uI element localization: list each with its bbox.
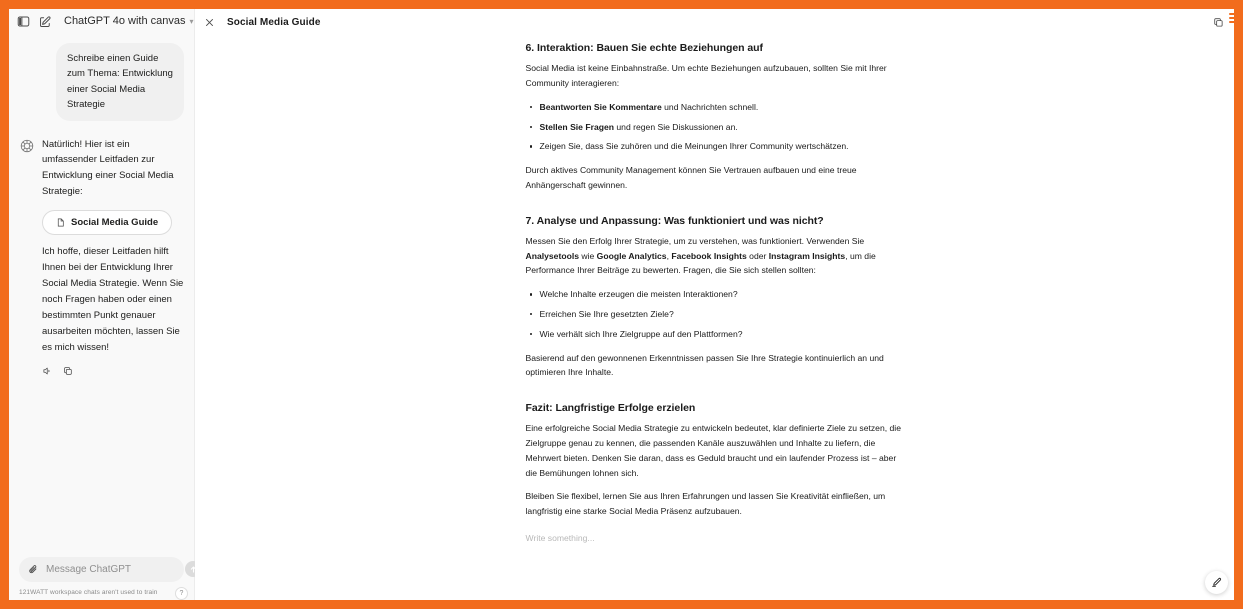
section-paragraph: Basierend auf den gewonnenen Erkenntnissen passen Sie Ihre Strategie kontinuierlich an und optimieren Ihre Inhalte. <box>525 352 884 378</box>
bullet-item: Stellen Sie Fragen und regen Sie Diskussionen an. <box>526 120 904 135</box>
bullet-item: Erreichen Sie Ihre gesetzten Ziele? <box>526 307 904 322</box>
section-paragraph: Social Media ist keine Einbahnstraße. Um echte Beziehungen aufzubauen, sollten Sie mit Ihrer Community interagieren: <box>525 63 887 88</box>
assistant-intro-text: Natürlich! Hier ist ein umfassender Leitfaden zur Entwicklung einer Social Media Strategie: <box>42 138 174 198</box>
help-button[interactable]: ? <box>175 587 188 600</box>
document-icon <box>56 218 65 227</box>
section-paragraph: Durch aktives Community Management können Sie Vertrauen aufbauen und eine treue Anhängerschaft gewinnen. <box>525 165 857 190</box>
user-message-row <box>19 43 184 121</box>
section-paragraph: Messen Sie den Erfolg Ihrer Strategie, um zu verstehen, was funktioniert. Verwenden Sie Analysetools wie Google Analytics, Facebook Insights oder Instagram Insights, um die Performance Ihrer Beiträge zu bewerten. Fragen, die Sie sich stellen sollten: <box>525 235 876 276</box>
section-spacer <box>526 389 904 401</box>
close-icon[interactable] <box>204 17 215 28</box>
canvas-panel <box>195 9 1234 600</box>
editor-placeholder[interactable]: Write something... <box>525 532 595 543</box>
chat-sidebar <box>9 9 195 600</box>
app-inner <box>9 9 1234 600</box>
section-spacer <box>526 202 904 214</box>
composer-container <box>9 557 194 585</box>
paperclip-icon[interactable] <box>28 564 39 575</box>
section-paragraph: Bleiben Sie flexibel, lernen Sie aus Ihren Erfahrungen und lassen Sie Kreativität einfließen, um langfristig eine starke Social Media Präsenz aufzubauen. <box>525 491 886 517</box>
model-selector-label: ChatGPT 4o with canvas <box>64 15 186 27</box>
section-heading: 6. Interaktion: Bauen Sie echte Beziehungen auf <box>525 42 763 54</box>
read-aloud-icon[interactable] <box>42 366 52 376</box>
model-selector[interactable] <box>64 15 193 27</box>
assistant-outro-text: Ich hoffe, dieser Leitfaden hilft Ihnen bei der Entwicklung Ihrer Social Media Strategie. Wenn Sie noch Fragen haben oder einen bestimmten Punkt genauer ausarbeiten möchten, lassen Sie es mich wissen! <box>42 246 184 354</box>
bullet-item: Wie verhält sich Ihre Zielgruppe auf den Plattformen? <box>526 327 904 342</box>
section-bullet-list <box>526 100 904 154</box>
sidebar-topbar <box>9 9 194 33</box>
assistant-message-body <box>42 137 184 376</box>
section-paragraph: Eine erfolgreiche Social Media Strategie zu entwickeln bedeutet, klar definierte Ziele zu setzen, die Zielgruppe genau zu kennen, die passenden Kanäle auszuwählen und Inhalte zu liefern, die Mehrwert bieten. Denken Sie daran, dass es Geduld braucht und ein laufender Prozess ist – aber die Bemühungen lohnen sich. <box>525 423 901 478</box>
message-input[interactable] <box>46 564 178 575</box>
section-heading: 7. Analyse und Anpassung: Was funktioniert und was nicht? <box>525 214 824 227</box>
message-composer[interactable] <box>19 557 184 582</box>
sidebar-footer <box>9 585 194 600</box>
user-message-bubble: Schreibe einen Guide zum Thema: Entwicklung einer Social Media Strategie <box>56 43 184 121</box>
canvas-title: Social Media Guide <box>227 16 321 28</box>
section-bullet-list <box>526 287 904 341</box>
hamburger-menu-icon[interactable] <box>1229 10 1243 26</box>
copy-icon[interactable] <box>63 366 73 376</box>
canvas-topbar-actions <box>1213 17 1224 28</box>
message-action-bar <box>42 366 184 376</box>
chevron-down-icon: ▾ <box>189 16 194 26</box>
sidebar-toggle-icon[interactable] <box>17 15 30 28</box>
bullet-item: Zeigen Sie, dass Sie zuhören und die Meinungen Ihrer Community wertschätzen. <box>526 139 904 154</box>
workspace-disclaimer: 121WATT workspace chats aren't used to train <box>19 588 158 596</box>
edit-pencil-icon[interactable] <box>1205 571 1228 594</box>
assistant-message-row <box>19 137 184 376</box>
canvas-document-chip-label: Social Media Guide <box>71 217 159 229</box>
copy-icon[interactable] <box>1213 17 1224 28</box>
canvas-document[interactable] <box>526 35 904 583</box>
assistant-avatar-icon <box>19 138 35 154</box>
bullet-item: Beantworten Sie Kommentare und Nachrichten schnell. <box>526 100 904 115</box>
canvas-document-scroll[interactable] <box>195 35 1234 600</box>
section-heading: Fazit: Langfristige Erfolge erzielen <box>525 402 696 415</box>
canvas-topbar <box>195 9 1234 35</box>
canvas-document-chip[interactable] <box>42 210 172 235</box>
bullet-item: Welche Inhalte erzeugen die meisten Interaktionen? <box>526 287 904 302</box>
conversation-thread[interactable] <box>9 33 194 557</box>
compose-icon[interactable] <box>39 15 52 28</box>
